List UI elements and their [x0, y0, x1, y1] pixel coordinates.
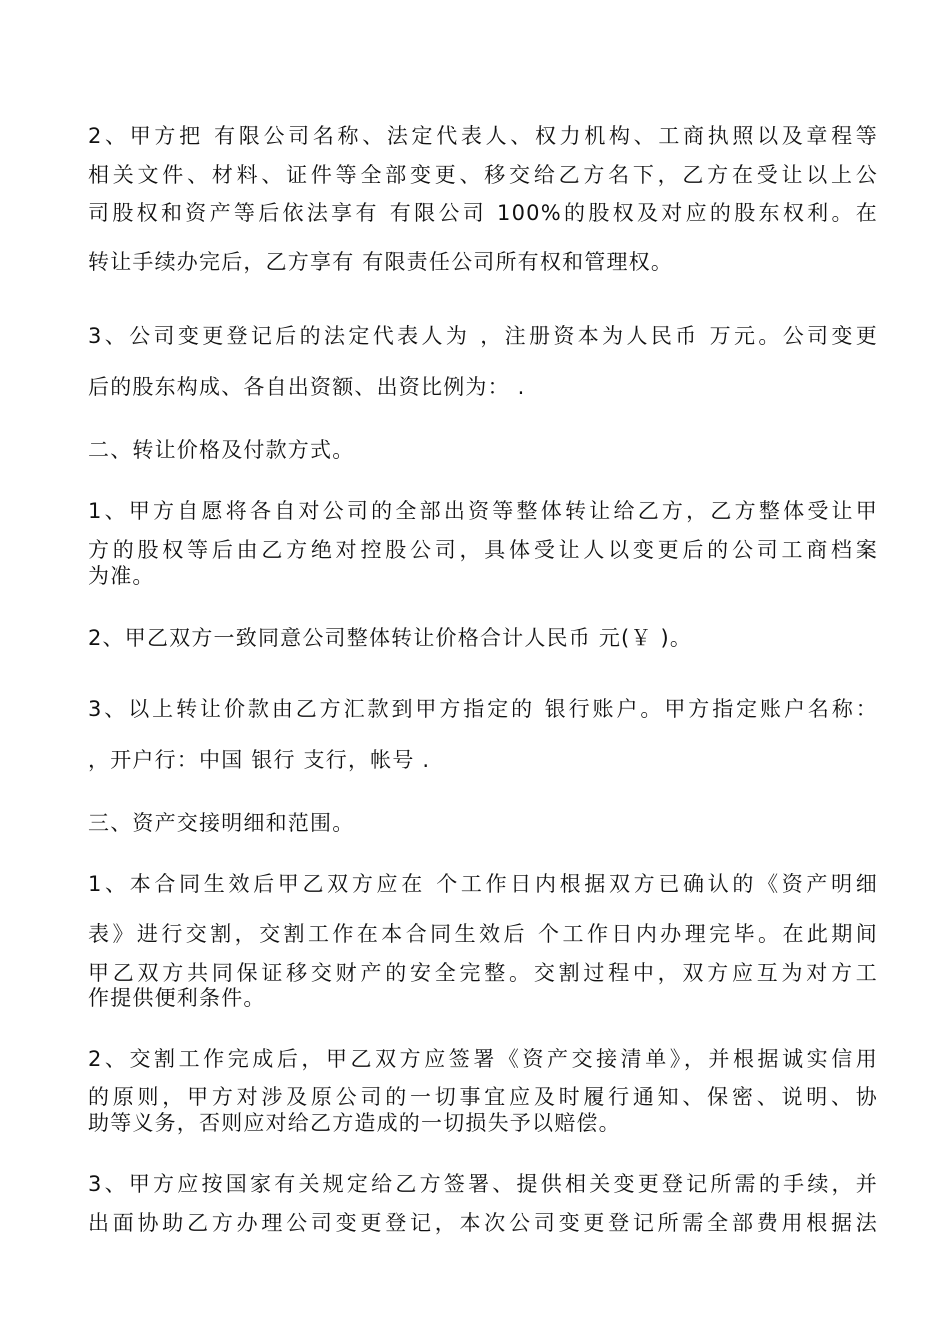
text-line: 1、甲方自愿将各自对公司的全部出资等整体转让给乙方，乙方整体受让甲	[88, 499, 878, 523]
text-line: 出面协助乙方办理公司变更登记，本次公司变更登记所需全部费用根据法	[88, 1211, 878, 1235]
text-line: 方的股权等后由乙方绝对控股公司，具体受让人以变更后的公司工商档案	[88, 538, 878, 562]
text-line: 司股权和资产等后依法享有 有限公司 100%的股权及对应的股东权利。在	[88, 201, 878, 225]
text-line: 相关文件、材料、证件等全部变更、移交给乙方名下，乙方在受让以上公	[88, 163, 878, 187]
text-line: 的原则，甲方对涉及原公司的一切事宜应及时履行通知、保密、说明、协	[88, 1085, 878, 1109]
text-line: 为准。	[88, 564, 155, 588]
text-line: 甲乙双方共同保证移交财产的安全完整。交割过程中，双方应互为对方工	[88, 961, 878, 985]
text-line: 转让手续办完后，乙方享有 有限责任公司所有权和管理权。	[88, 250, 674, 274]
text-line: 2、甲乙双方一致同意公司整体转让价格合计人民币 元(￥ )。	[88, 626, 693, 650]
text-line: 1、本合同生效后甲乙双方应在 个工作日内根据双方已确认的《资产明细	[88, 872, 878, 896]
text-line: 助等义务，否则应对给乙方造成的一切损失予以赔偿。	[88, 1111, 621, 1135]
section-heading: 二、转让价格及付款方式。	[88, 438, 355, 462]
text-line: 2、交割工作完成后，甲乙双方应签署《资产交接清单》，并根据诚实信用	[88, 1047, 878, 1071]
text-line: 后的股东构成、各自出资额、出资比例为： .	[88, 375, 526, 399]
text-line: 3、甲方应按国家有关规定给乙方签署、提供相关变更登记所需的手续，并	[88, 1172, 878, 1196]
section-heading: 三、资产交接明细和范围。	[88, 811, 355, 835]
text-line: 表》进行交割，交割工作在本合同生效后 个工作日内办理完毕。在此期间	[88, 922, 878, 946]
text-line: 3、公司变更登记后的法定代表人为 ，注册资本为人民币 万元。公司变更	[88, 324, 878, 348]
text-line: ，开户行：中国 银行 支行，帐号 .	[88, 748, 431, 772]
text-line: 作提供便利条件。	[88, 986, 266, 1010]
text-line: 2、甲方把 有限公司名称、法定代表人、权力机构、工商执照以及章程等	[88, 124, 878, 148]
text-line: 3、以上转让价款由乙方汇款到甲方指定的 银行账户。甲方指定账户名称：	[88, 697, 878, 721]
